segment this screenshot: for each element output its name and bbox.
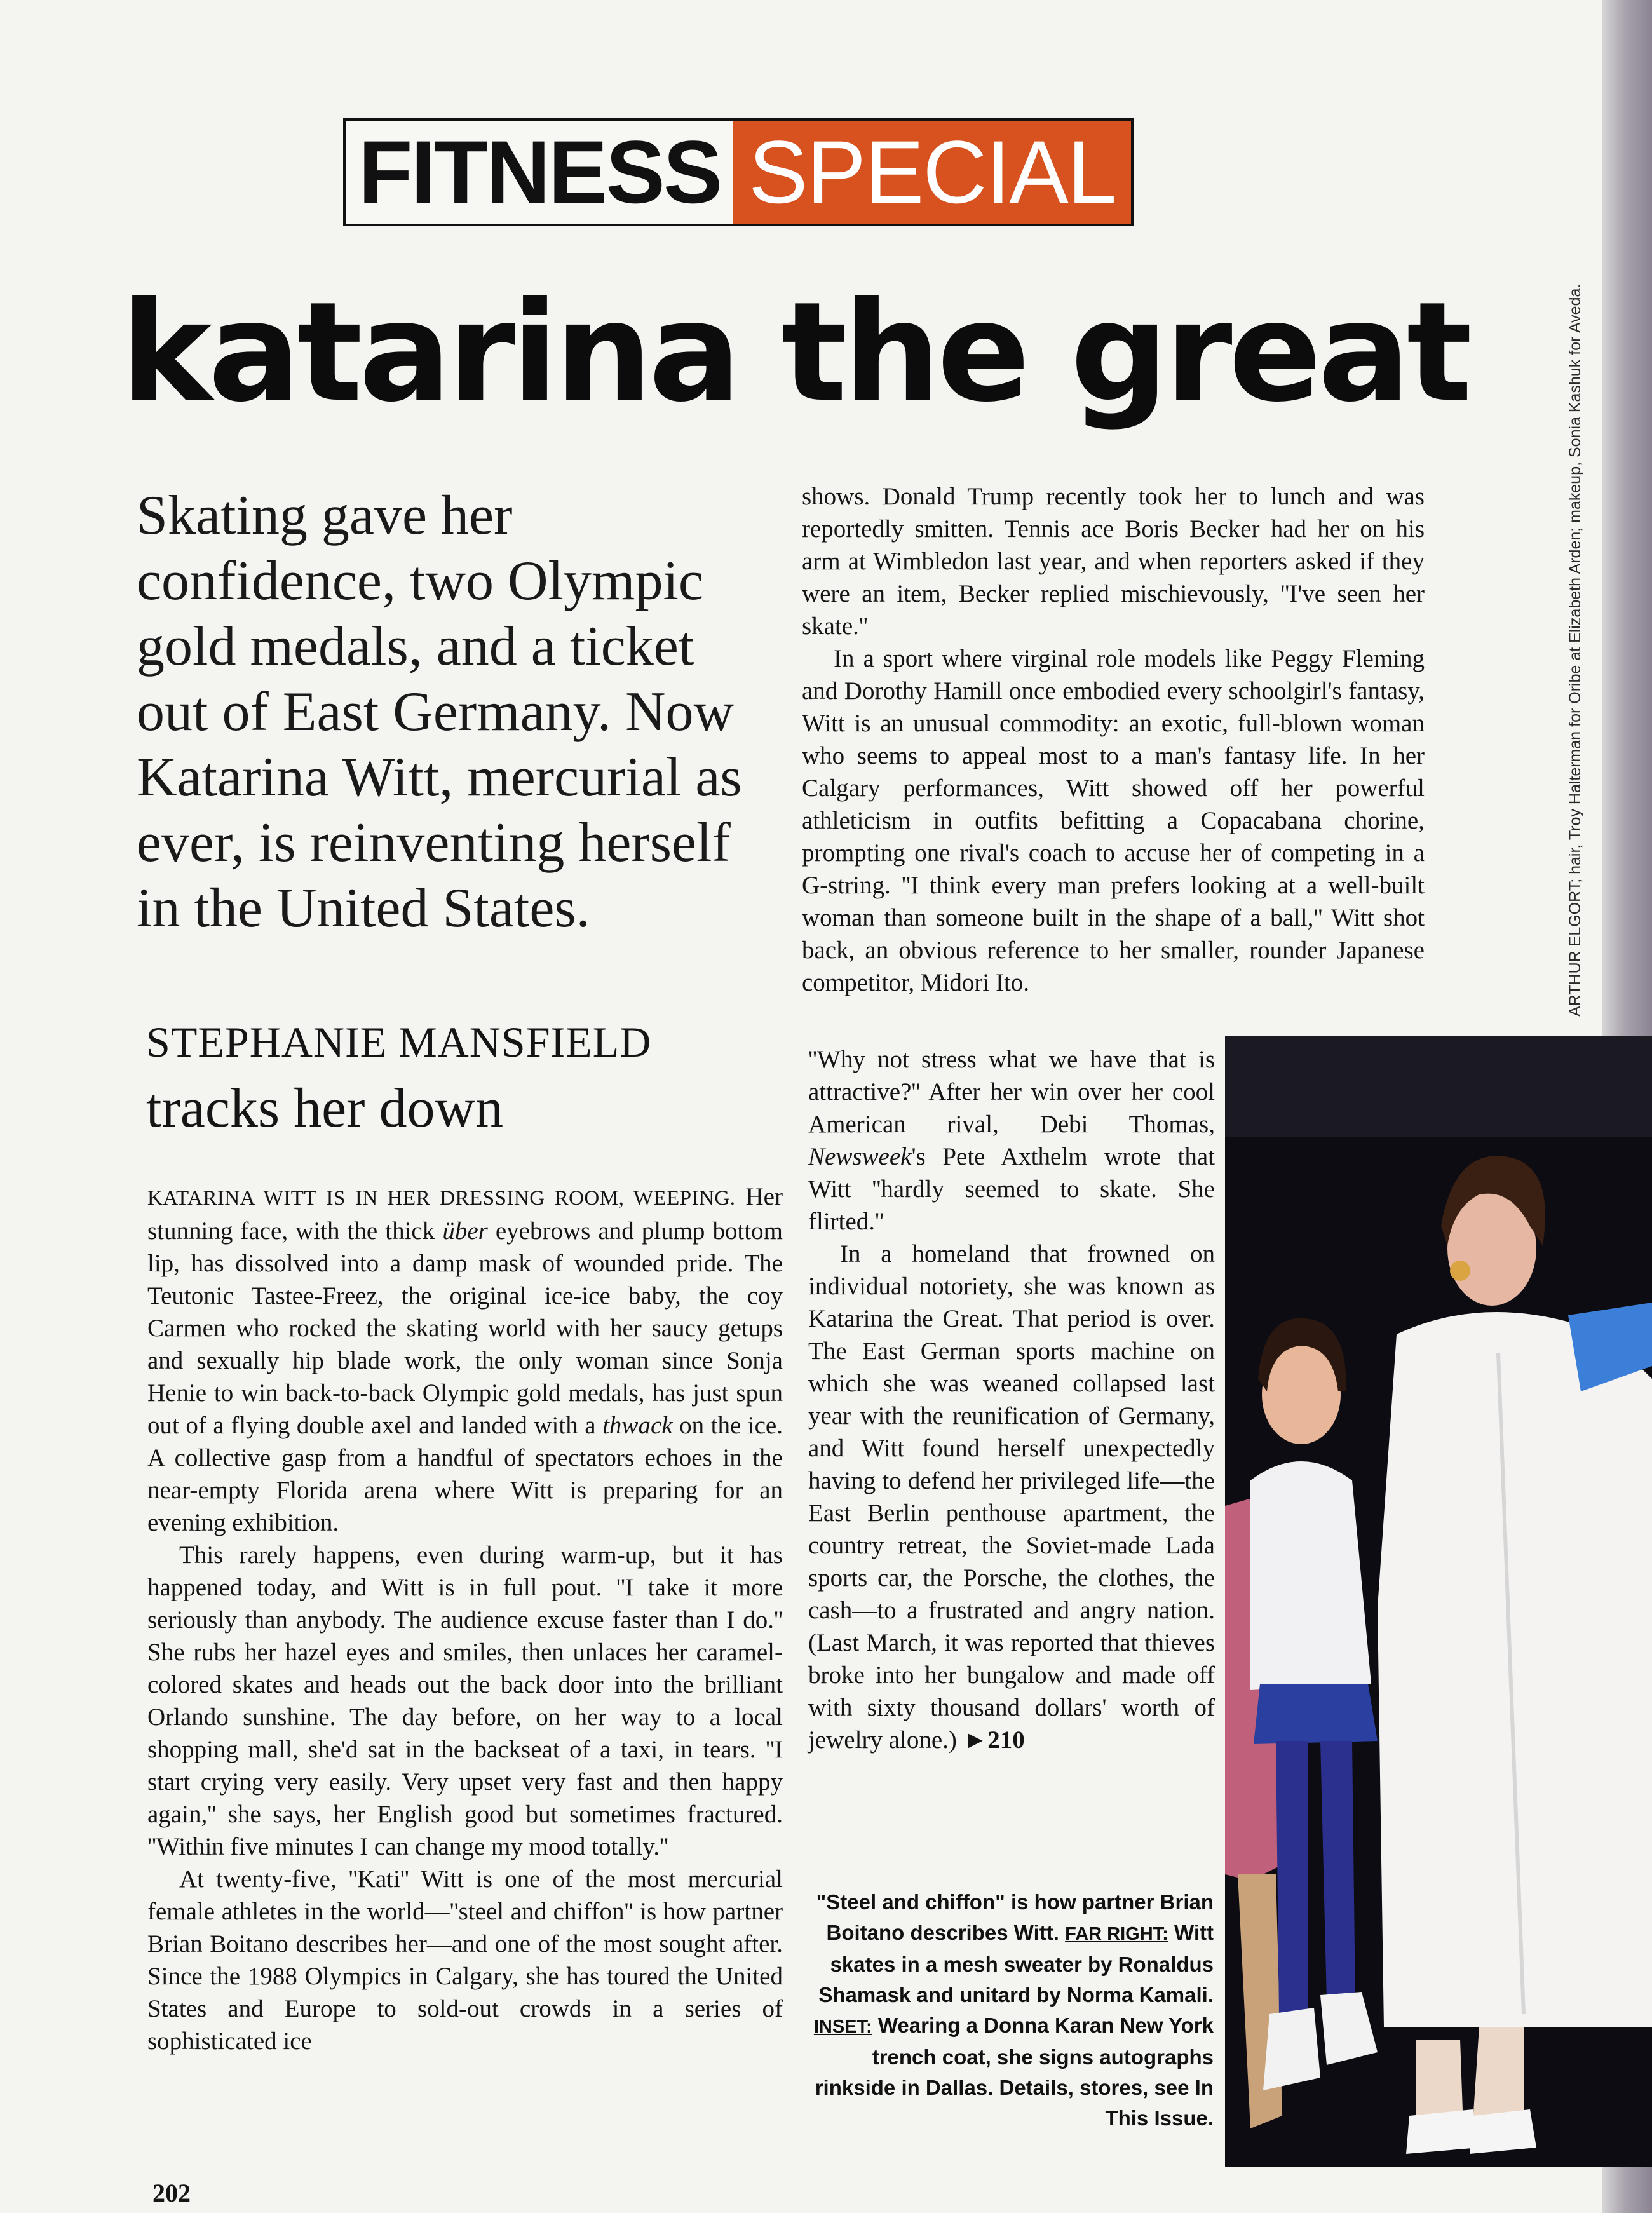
photo-credit: ARTHUR ELGORT; hair, Troy Halterman for Oribe at Elizabeth Arden; makeup, Sonia Kashuk for Aveda. [1566,283,1584,1017]
continued-marker: ►210 [963,1726,1025,1754]
body-column-2 [802,480,1425,999]
paragraph [808,1238,1215,1756]
paragraph: In a sport where virginal role models like Peggy Fleming and Dorothy Hamill once embodied every schoolgirl's fantasy, Witt is an unusual commodity: an exotic, full-blown woman who seems to appeal most to a man's fantasy life. In her Calgary performances, Witt showed off her powerful athleticism in outfits befitting a Copacabana chorine, prompting one rival's coach to accuse her of competing in a G-string. ''I think every man prefers looking at a well-built woman than someone built in the shape of a ball,'' Witt shot back, an obvious reference to her smaller, rounder Japanese competitor, Midori Ito. [802,645,1425,996]
page-number: 202 [152,2179,191,2207]
article-byline-tagline: tracks her down [146,1078,504,1139]
photo-illustration [1225,1036,1652,2167]
article-headline: katarina the great [121,273,1469,432]
article-deck: Skating gave her confidence, two Olympic gold medals, and a ticket out of East Germany. Now Katarina Witt, mercurial as ever, is reinventing herself in the United States. [137,485,742,939]
lead-in: KATARINA WITT IS IN HER DRESSING ROOM, WEEPING. [147,1187,736,1210]
paragraph: shows. Donald Trump recently took her to lunch and was reportedly smitten. Tennis ace Boris Becker had her on his arm at Wimbledon last year, and when reporters asked if they were an item, Becker replied mischievously, ''I've seen her skate.'' [802,483,1425,640]
paragraph: At twenty-five, ''Kati'' Witt is one of the most mercurial female athletes in the world—''steel and chiffon'' is how partner Brian Boitano describes her—and one of the most sought after. Since the 1988 Olympics in Calgary, she has toured the United States and Europe to sold-out crowds in a series of sophisticated ice [147,1865,783,2055]
emphasis: thwack [602,1412,673,1439]
emphasis: Newsweek [808,1143,912,1170]
text-run: Her stunning face, with the thick [147,1183,783,1245]
text-run: eyebrows and plump bottom lip, has dissolved into a damp mask of wounded pride. The Teutonic Tastee-Freez, the original ice-ice baby, the coy Carmen who rocked the skating world with her saucy getups and sexually hip blade work, the only woman since Sonja Henie to win back-to-back Olympic gold medals, has just spun out of a flying double axel and landed with a [147,1217,783,1439]
paragraph [808,1043,1215,1238]
article-byline: STEPHANIE MANSFIELD [146,1018,652,1066]
inset-photo [1225,1036,1652,2167]
paragraph [147,1181,783,1539]
text-run: on the ice. A collective gasp from a handful of spectators echoes in the near-empty Florida arena where Witt is preparing for an evening exhibition. [147,1412,783,1536]
masthead-special: SPECIAL [733,121,1130,224]
body-column-1 [147,1181,783,2057]
caption-label: INSET: [813,2017,872,2037]
text-run: In a homeland that frowned on individual notoriety, she was known as Katarina the Great. That period is over. The East German sports machine on which she was weaned collapsed last year with the reunification of Germany, and Witt found herself unexpectedly having to defend her privileged life—the East Berlin penthouse apartment, the country retreat, the Soviet-made Lada sports car, the Porsche, the clothes, the cash—to a frustrated and angry nation. (Last March, it was reported that thieves broke into her bungalow and made off with sixty thousand dollars' worth of jewelry alone.) [808,1240,1215,1754]
body-column-3 [808,1043,1215,1756]
section-masthead [343,118,1134,226]
text-run: ''Why not stress what we have that is attractive?'' After her win over her cool American rival, Debi Thomas, [808,1046,1215,1138]
caption-label: FAR RIGHT: [1065,1924,1168,1944]
masthead-fitness: FITNESS [346,121,733,224]
paragraph: This rarely happens, even during warm-up, but it has happened today, and Witt is in full pout. ''I take it more seriously than anybody. The audience excuse faster than I do.'' She rubs her hazel eyes and smiles, then unlaces her caramel-colored skates and heads out the back door into the brilliant Orlando sunshine. The day before, on her way to a local shopping mall, she'd sat in the backseat of a taxi, in tears. ''I start crying very easily. Very upset very fast and then happy again,'' she says, her English good but sometimes fractured. ''Within five minutes I can change my mood totally.'' [147,1541,783,1860]
text-run: Wearing a Donna Karan New York trench coat, she signs autographs rinkside in Dallas. Details, stores, see In This Issue. [815,2013,1214,2130]
text-run: 's Pete Axthelm wrote that Witt ''hardly seemed to skate. She flirted.'' [808,1143,1215,1235]
emphasis: über [442,1217,488,1245]
photo-caption [807,1887,1214,2134]
text-run: Witt skates in a mesh sweater by Ronaldus Shamask and unitard by Norma Kamali. [818,1921,1214,2007]
text-run: "Steel and chiffon" is how partner Brian Boitano describes Witt. [816,1890,1214,1944]
